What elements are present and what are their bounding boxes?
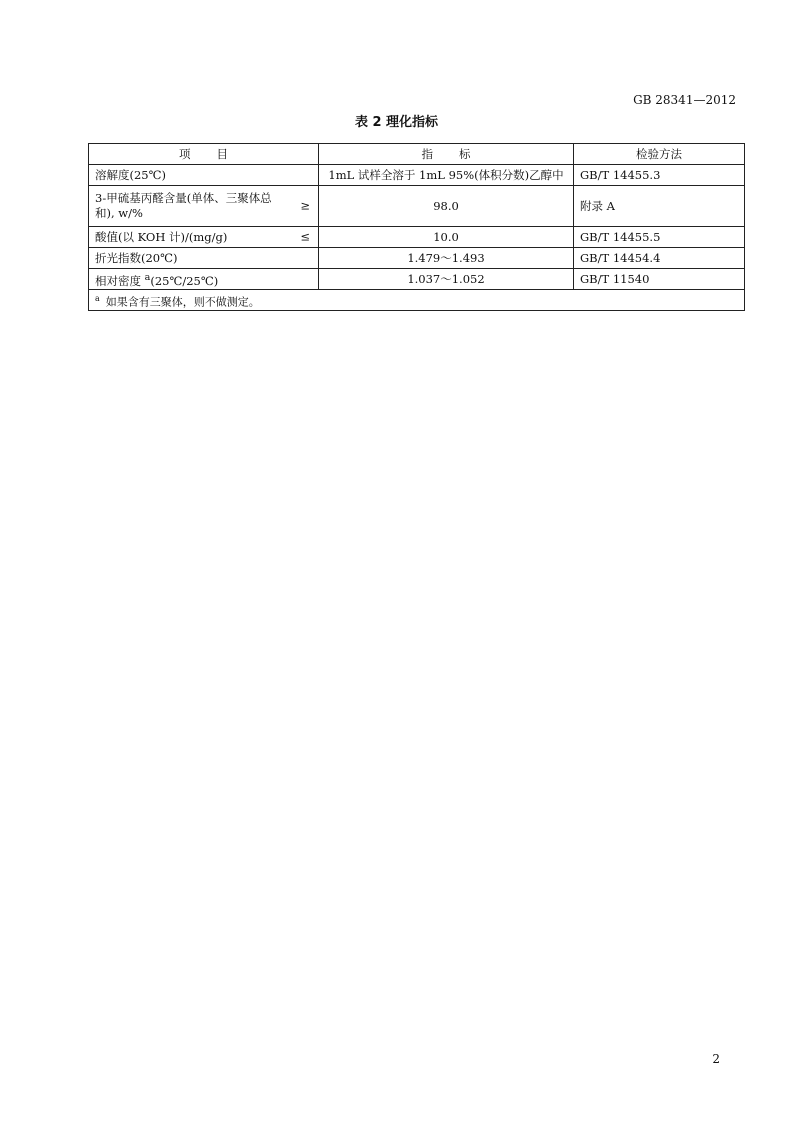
row-item: 折光指数(20℃) [89,248,319,269]
table-title: 表 2 理化指标 [354,115,439,130]
table-row [89,227,745,248]
comparison-symbol: ≤ [300,229,310,244]
row-spec: 10.0 [319,227,574,248]
footnote-mark: a [95,293,100,303]
row-item: 溶解度(25℃) [89,165,319,186]
row-spec: 1mL 试样全溶于 1mL 95%(体积分数)乙醇中 [319,165,574,186]
physicochemical-spec-table [88,143,745,311]
row-item: 3-甲硫基丙醛含量(单体、三聚体总和), w/% ≥ [89,186,319,227]
row-method: GB/T 11540 [574,269,745,290]
comparison-symbol: ≥ [300,198,310,213]
row-spec: 1.479～1.493 [319,248,574,269]
row-method: GB/T 14454.4 [574,248,745,269]
page-number: 2 [712,1052,720,1066]
row-spec: 98.0 [319,186,574,227]
standard-number: GB 28341—2012 [633,93,736,107]
row-spec: 1.037～1.052 [319,269,574,290]
row-method: GB/T 14455.5 [574,227,745,248]
table-footnote-row [89,290,745,311]
row-method: GB/T 14455.3 [574,165,745,186]
header-spec: 指 标 [319,144,574,165]
table-header-row [89,144,745,165]
row-item: 相对密度 $^a$(25℃/25℃) [89,269,319,290]
header-method: 检验方法 [574,144,745,165]
header-item: 项 目 [89,144,319,165]
table-footnote: $^a$ 如果含有三聚体，则不做测定。 [89,290,745,311]
row-item: 酸值(以 KOH 计)/(mg/g) ≤ [89,227,319,248]
table-row [89,248,745,269]
table-row [89,186,745,227]
table-row [89,165,745,186]
table-row [89,269,745,290]
row-method: 附录 A [574,186,745,227]
footnote-marker: a [144,271,151,283]
